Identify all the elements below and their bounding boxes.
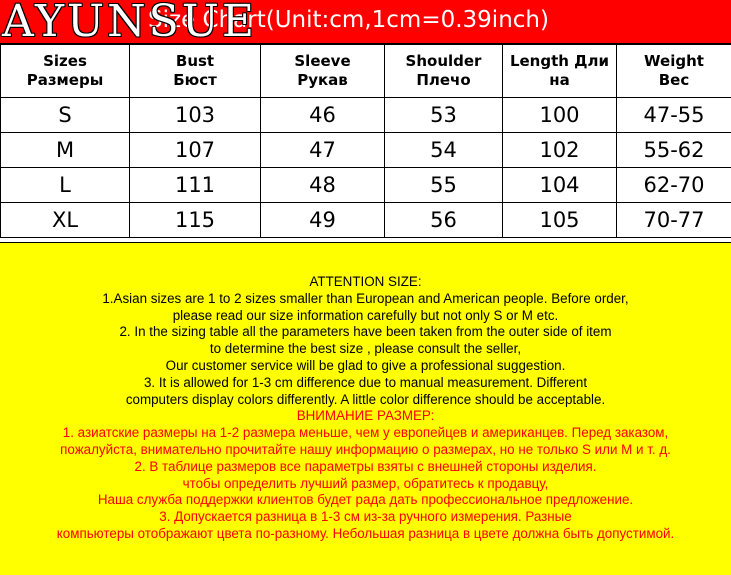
shoulder-cell: 56 bbox=[385, 203, 503, 238]
weight-cell: 62-70 bbox=[617, 168, 731, 203]
note-line: to determine the best size , please consult the seller, bbox=[209, 341, 522, 357]
sleeve-cell: 49 bbox=[261, 203, 385, 238]
note-line: 1.Asian sizes are 1 to 2 sizes smaller than European and American people. Before order, bbox=[102, 290, 629, 306]
note-line: 1. азиатские размеры на 1-2 размера меньше, чем у европейцев и американцев. Перед заказом, bbox=[62, 425, 669, 441]
shoulder-cell: 54 bbox=[385, 133, 503, 168]
column-header-sleeve: Sleeve Рукав bbox=[261, 45, 385, 98]
sleeve-cell: 46 bbox=[261, 98, 385, 133]
note-line: 2. В таблице размеров все параметры взяты с внешней стороны изделия. bbox=[134, 458, 597, 474]
size-cell: XL bbox=[1, 203, 130, 238]
shoulder-cell: 53 bbox=[385, 98, 503, 133]
table-row bbox=[1, 203, 731, 238]
note-line: Our customer service will be glad to give a professional suggestion. bbox=[165, 357, 566, 373]
brand-logo: AYUNSUE bbox=[2, 0, 257, 47]
table-row bbox=[1, 168, 731, 203]
sleeve-cell: 47 bbox=[261, 133, 385, 168]
size-cell: M bbox=[1, 133, 130, 168]
bust-cell: 107 bbox=[130, 133, 261, 168]
column-header-sizes: Sizes Размеры bbox=[1, 45, 130, 98]
length-cell: 105 bbox=[503, 203, 617, 238]
note-line: Наша служба поддержки клиентов будет рада дать профессиональное предложение. bbox=[97, 492, 634, 508]
note-line: computers display colors differently. A little color difference should be acceptable. bbox=[125, 391, 606, 407]
weight-cell: 70-77 bbox=[617, 203, 731, 238]
chart-title: Size Chart(Unit:cm,1cm=0.39inch) bbox=[148, 7, 549, 33]
column-header-shoulder: Shoulder Плечо bbox=[385, 45, 503, 98]
sleeve-cell: 48 bbox=[261, 168, 385, 203]
bust-cell: 103 bbox=[130, 98, 261, 133]
note-line: чтобы определить лучший размер, обратитесь к продавцу, bbox=[182, 475, 549, 491]
column-header-length: Length Дли на bbox=[503, 45, 617, 98]
english-notes bbox=[0, 274, 731, 408]
weight-cell: 47-55 bbox=[617, 98, 731, 133]
note-line: 2. In the sizing table all the parameters have been taken from the outer side of item bbox=[119, 324, 612, 340]
bust-cell: 111 bbox=[130, 168, 261, 203]
note-line: please read our size information carefully but not only S or M etc. bbox=[172, 307, 559, 323]
length-cell: 100 bbox=[503, 98, 617, 133]
notes-panel bbox=[0, 242, 731, 575]
size-table bbox=[0, 44, 731, 238]
length-cell: 104 bbox=[503, 168, 617, 203]
note-line: 3. Допускается разница в 1-3 см из-за ручного измерения. Разные bbox=[159, 509, 572, 525]
note-line: пожалуйста, внимательно прочитайте нашу информацию о размерах, но не только S или M и т. д. bbox=[60, 441, 671, 457]
column-header-weight: Weight Вес bbox=[617, 45, 731, 98]
russian-notes bbox=[0, 408, 731, 542]
table-header-row bbox=[1, 45, 731, 98]
header-banner bbox=[0, 0, 731, 47]
note-line: 3. It is allowed for 1-3 cm difference due to manual measurement. Different bbox=[143, 374, 588, 390]
size-cell: S bbox=[1, 98, 130, 133]
note-line: ВНИМАНИЕ РАЗМЕР: bbox=[296, 408, 435, 424]
table-row bbox=[1, 133, 731, 168]
note-line: компьютеры отображают цвета по-разному. Небольшая разница в цвете должна быть допустимой. bbox=[56, 525, 675, 541]
note-line: ATTENTION SIZE: bbox=[309, 274, 422, 289]
size-cell: L bbox=[1, 168, 130, 203]
weight-cell: 55-62 bbox=[617, 133, 731, 168]
length-cell: 102 bbox=[503, 133, 617, 168]
column-header-bust: Bust Бюст bbox=[130, 45, 261, 98]
shoulder-cell: 55 bbox=[385, 168, 503, 203]
table-row bbox=[1, 98, 731, 133]
bust-cell: 115 bbox=[130, 203, 261, 238]
